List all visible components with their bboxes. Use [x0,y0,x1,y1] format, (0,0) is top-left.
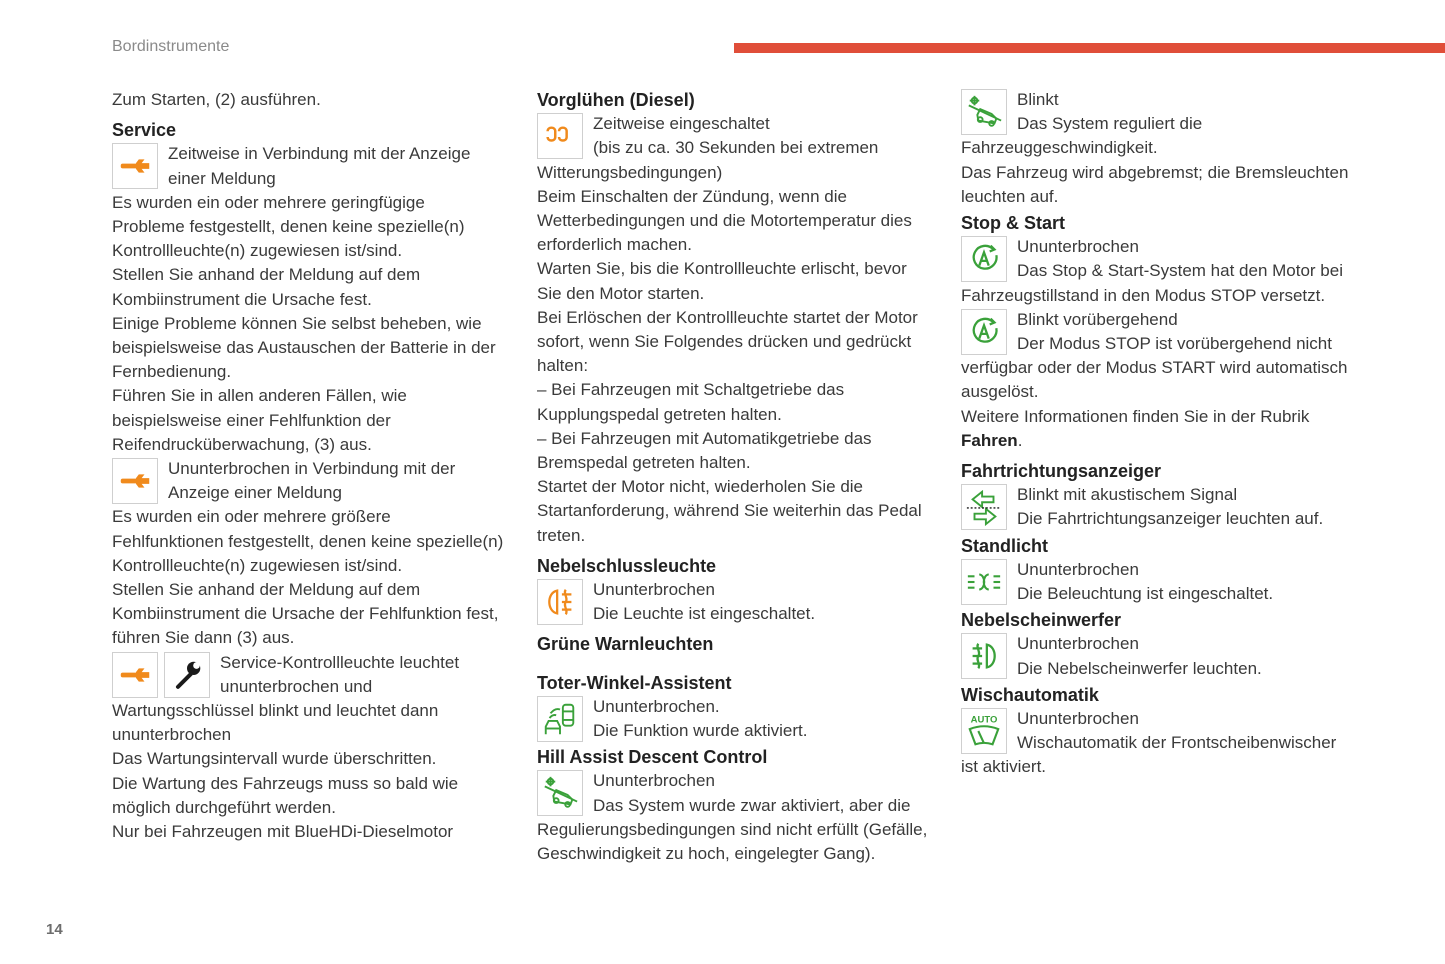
page-number: 14 [46,921,63,938]
front-fog-light-icon [961,633,1007,679]
rear-fog-entry: Ununterbrochen Die Leuchte ist eingeschaltet. [537,578,937,626]
heading-fahrtrichtungsanzeiger: Fahrtrichtungsanzeiger [961,461,1162,482]
svg-text:AUTO: AUTO [970,714,998,726]
auto-wiper-icon [961,708,1007,754]
heading-nebelschlussleuchte: Nebelschlussleuchte [537,555,717,576]
hill-assist-entry: Ununterbrochen Das System wurde zwar aktiviert, aber die [537,769,937,817]
blind-spot-icon [537,696,583,742]
glow-plug-icon [537,113,583,159]
heading-standlicht: Standlicht [961,535,1049,556]
section-label: Bordinstrumente [112,38,230,55]
intro-text: Zum Starten, (2) ausführen. [112,90,321,109]
orange-wrench-icon [112,143,158,189]
heading-toter-winkel: Toter-Winkel-Assistent [537,672,732,693]
glow-plug-entry: Zeitweise eingeschaltet (bis zu ca. 30 Sekunden bei extremen [537,112,937,160]
heading-gruene-warnleuchten: Grüne Warnleuchten [537,634,714,655]
column-2: Vorglühen (Diesel) Zeitweise eingeschaltet (bis zu ca. 30 Sekunden bei extremen Witterungsbedingungen) Beim Einschalten der Zündung, wenn die Wetterbedingungen und die Motortemperatur dies erforderlich machen. Warten Sie, bis die Kontrollleuchte erlischt, bevor Sie den Motor starten. Bei Erlöschen der Kontrollleuchte startet der Motor sofort, wenn Sie Folgendes drücken und gedrückt halten: – Bei Fahrzeugen mit Schaltgetriebe das Kupplungspedal getreten halten. – Bei Fahrzeugen mit Automatikgetriebe das Bremspedal getreten halten. Startet der Motor nicht, wiederholen Sie die Startanforderung, während Sie weiterhin das Pedal treten. Nebelschlussleuchte Ununterbrochen Die Leuchte ist eingeschaltet. Grüne Warnleuchten Toter-Winkel-Assistent Ununterbrochen. Die Funktion wurde aktiviert. Hill Assist Descent Control Ununterbrochen Das System wurde zwar aktiviert, aber die Regulierungsbedingungen sind nicht erfüllt (Gefälle, Geschwindigkeit zu hoch, eingelegter Gang). [537,88,937,866]
hill-assist-blink-entry: Blinkt Das System reguliert die [961,88,1361,136]
orange-wrench-icon [112,458,158,504]
turn-signal-entry: Blinkt mit akustischem Signal Die Fahrtrichtungsanzeiger leuchten auf. [961,483,1361,531]
heading-vorgluehen: Vorglühen (Diesel) [537,90,695,110]
hill-descent-icon [961,89,1007,135]
heading-service: Service [112,120,177,141]
black-spanner-icon [164,652,210,698]
heading-hill-assist: Hill Assist Descent Control [537,747,768,768]
stop-start-icon [961,236,1007,282]
stop-start-entry-2: Blinkt vorübergehend Der Modus STOP ist vorübergehend nicht [961,308,1361,356]
front-fog-entry: Ununterbrochen Die Nebelscheinwerfer leuchten. [961,632,1361,680]
service-entry-2: Ununterbrochen in Verbindung mit der Anzeige einer Meldung [112,457,512,505]
parking-light-entry: Ununterbrochen Die Beleuchtung ist eingeschaltet. [961,558,1361,606]
accent-bar [734,43,1445,53]
auto-wiper-entry: AUTO Ununterbrochen Wischautomatik der Frontscheibenwischer [961,707,1361,755]
heading-stop-start: Stop & Start [961,213,1066,234]
service-entry-3: Service-Kontrollleuchte leuchtet ununterbrochen und [112,651,512,699]
side-light-icon [961,559,1007,605]
blind-spot-entry: Ununterbrochen. Die Funktion wurde aktiviert. [537,695,937,743]
stop-start-entry-1: Ununterbrochen Das Stop & Start-System hat den Motor bei [961,235,1361,283]
turn-signal-arrows-icon [961,484,1007,530]
column-3: Blinkt Das System reguliert die Fahrzeuggeschwindigkeit. Das Fahrzeug wird abgebremst; die Bremsleuchten leuchten auf. Stop & Start Ununterbrochen Das Stop & Start-System hat den Motor bei Fahrzeugstillstand in den Modus STOP versetzt. Blinkt vorübergehend Der Modus STOP ist vorübergehend nicht verfügbar oder der Modus START wird automatisch ausgelöst. Weitere Informationen finden Sie in der Rubrik Fahren. Fahrtrichtungsanzeiger Blinkt mit akustischem Signal Die Fahrtrichtungsanzeiger leuchten auf. Standlicht Ununterbrochen Die Beleuchtung ist eingeschaltet. Nebelscheinwerfer Ununterbrochen Die Nebelscheinwerfer leuchten. Wischautomatik AUTO Ununterbrochen Wischautomatik der Frontscheibenwischer ist aktiviert. [961,88,1361,780]
heading-nebelscheinwerfer: Nebelscheinwerfer [961,610,1122,631]
heading-wischautomatik: Wischautomatik [961,684,1099,705]
service-entry-1: Zeitweise in Verbindung mit der Anzeige einer Meldung [112,142,512,190]
hill-descent-icon [537,770,583,816]
column-1: Zum Starten, (2) ausführen. Service Zeitweise in Verbindung mit der Anzeige einer Meldung Es wurden ein oder mehrere geringfügige Probleme festgestellt, denen keine spezielle(n) Kontrollleuchte(n) zugewiesen ist/sind. Stellen Sie anhand der Meldung auf dem Kombiinstrument die Ursache fest. Einige Probleme können Sie selbst beheben, wie beispielsweise das Austauschen der Batterie in der Fernbedienung. Führen Sie in allen anderen Fällen, wie beispielsweise einer Fehlfunktion der Reifendrucküberwachung, (3) aus. Ununterbrochen in Verbindung mit der Anzeige einer Meldung Es wurden ein oder mehrere größere Fehlfunktionen festgestellt, denen keine spezielle(n) Kontrollleuchte(n) zugewiesen ist/sind. Stellen Sie anhand der Meldung auf dem Kombiinstrument die Ursache der Fehlfunktion fest, führen Sie dann (3) aus. Service-Kontrollleuchte leuchtet ununterbrochen und Wartungsschlüssel blinkt und leuchtet dann ununterbrochen Das Wartungsintervall wurde überschritten. Die Wartung des Fahrzeugs muss so bald wie möglich durchgeführt werden. Nur bei Fahrzeugen mit BlueHDi-Dieselmotor [112,88,512,844]
orange-wrench-icon [112,652,158,698]
stop-start-icon [961,309,1007,355]
rear-fog-light-icon [537,579,583,625]
